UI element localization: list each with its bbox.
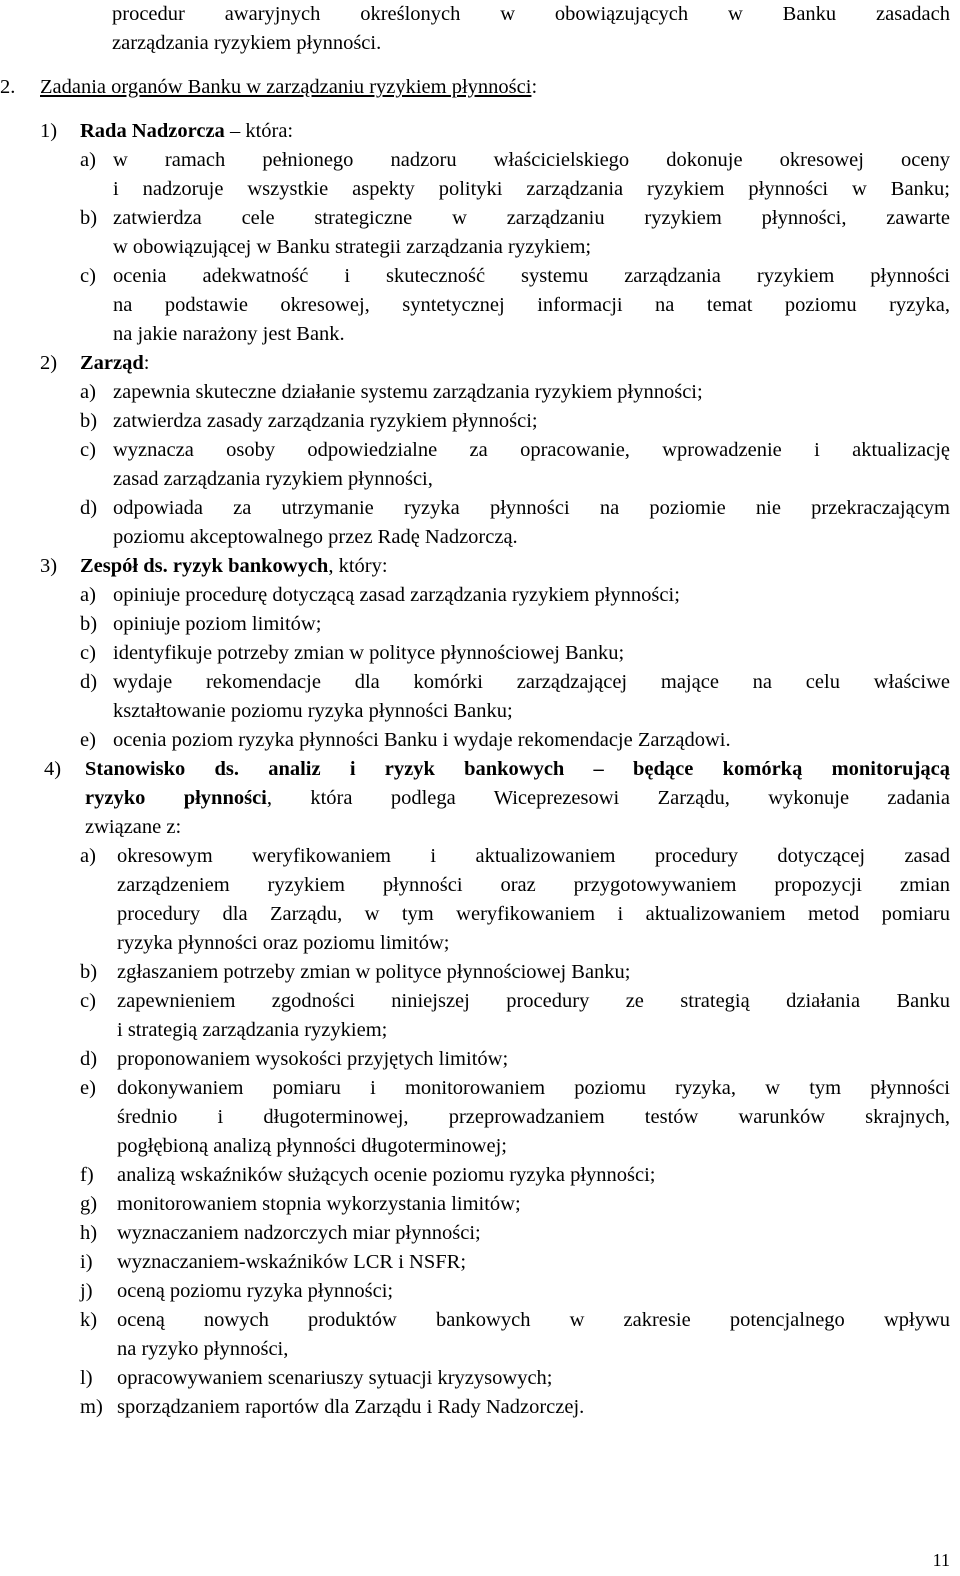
subitem-text: na jakie narażony jest Bank. [113,323,345,345]
subitem-text: zapewnia skuteczne działanie systemu zarządzania ryzykiem płynności; [113,381,703,403]
section-heading-colon: : [531,76,538,98]
stanowisko-intro: związane z: [85,816,182,838]
subitem-text: pogłębioną analizą płynności długoterminowej; [117,1135,507,1157]
stanowisko-title-cont: ryzyko płynności [85,787,267,809]
subitem-text: zapewnieniem zgodności niniejszej procedury ze strategią działania Banku [117,990,950,1012]
subitem-text: zatwierdza cele strategiczne w zarządzaniu ryzykiem płynności, zawarte [113,207,950,229]
item-number: 3) [40,555,58,577]
subitem-text: średnio i długoterminowej, przeprowadzaniem testów warunków skrajnych, [117,1106,950,1128]
subitem-label: a) [80,845,96,867]
subitem-text: wydaje rekomendacje dla komórki zarządzającej mające na celu właściwe [113,671,950,693]
item-number: 1) [40,120,58,142]
subitem-label: l) [80,1367,93,1389]
subitem-label: a) [80,381,96,403]
zespol-title: Zespół ds. ryzyk bankowych [80,555,329,577]
subitem-text: zatwierdza zasady zarządzania ryzykiem płynności; [113,410,538,432]
subitem-text: zasad zarządzania ryzykiem płynności, [113,468,433,490]
subitem-label: b) [80,207,98,229]
subitem-text: ocenia adekwatność i skuteczność systemu zarządzania ryzykiem płynności [113,265,950,287]
item-number: 2) [40,352,58,374]
intro-line: zarządzania ryzykiem płynności. [112,32,382,54]
section-heading-text: Zadania organów Banku w zarządzaniu ryzykiem płynności [40,76,532,98]
subitem-text: na ryzyko płynności, [117,1338,289,1360]
subitem-text: i nadzoruje wszystkie aspekty polityki zarządzania ryzykiem płynności w Banku; [113,178,950,200]
subitem-text: oceną poziomu ryzyka płynności; [117,1280,394,1302]
intro-line: procedur awaryjnych określonych w obowiązujących w Banku zasadach [112,3,950,25]
subitem-text: w obowiązującej w Banku strategii zarządzania ryzykiem; [113,236,592,258]
subitem-label: a) [80,584,96,606]
subitem-text: monitorowaniem stopnia wykorzystania limitów; [117,1193,521,1215]
subitem-text: na podstawie okresowej, syntetycznej informacji na temat poziomu ryzyka, [113,294,950,316]
subitem-text: procedury dla Zarządu, w tym weryfikowaniem i aktualizowaniem metod pomiaru [117,903,950,925]
subitem-label: c) [80,642,96,664]
subitem-label: c) [80,439,96,461]
subitem-label: e) [80,1077,96,1099]
subitem-label: d) [80,671,98,693]
subitem-text: poziomu akceptowalnego przez Radę Nadzorczą. [113,526,518,548]
item-number: 4) [44,758,62,780]
subitem-text: identyfikuje potrzeby zmian w polityce płynnościowej Banku; [113,642,625,664]
zarzad-heading [80,349,149,378]
subitem-label: f) [80,1164,94,1186]
zarzad-suffix: : [143,352,150,374]
rada-title: Rada Nadzorcza [80,120,225,142]
subitem-text: ryzyka płynności oraz poziomu limitów; [117,932,450,954]
zespol-heading [80,552,388,581]
subitem-text: zarządzeniem ryzykiem płynności oraz przygotowywaniem propozycji zmian [117,874,950,896]
subitem-text: analizą wskaźników służących ocenie poziomu ryzyka płynności; [117,1164,656,1186]
subitem-label: b) [80,613,98,635]
page-number: 11 [932,1550,950,1570]
subitem-text: i strategią zarządzania ryzykiem; [117,1019,388,1041]
stanowisko-heading [85,784,950,813]
zespol-suffix: , który: [328,555,388,577]
subitem-label: b) [80,961,98,983]
subitem-text: oceną nowych produktów bankowych w zakresie potencjalnego wpływu [117,1309,950,1331]
subitem-label: b) [80,410,98,432]
subitem-label: j) [80,1280,93,1302]
subitem-text: odpowiada za utrzymanie ryzyka płynności na poziomie nie przekraczającym [113,497,950,519]
subitem-label: m) [80,1396,103,1418]
subitem-text: zgłaszaniem potrzeby zmian w polityce płynnościowej Banku; [117,961,631,983]
zarzad-title: Zarząd [80,352,144,374]
subitem-label: c) [80,265,96,287]
subitem-label: k) [80,1309,98,1331]
subitem-text: proponowaniem wysokości przyjętych limitów; [117,1048,509,1070]
subitem-text: w ramach pełnionego nadzoru właścicielskiego dokonuje okresowej oceny [113,149,950,171]
subitem-label: i) [80,1251,93,1273]
subitem-label: e) [80,729,96,751]
stanowisko-title: Stanowisko ds. analiz i ryzyk bankowych – będące komórką monitorującą [85,758,950,780]
section-number: 2. [0,76,16,98]
subitem-text: dokonywaniem pomiaru i monitorowaniem poziomu ryzyka, w tym płynności [117,1077,950,1099]
subitem-text: opiniuje poziom limitów; [113,613,322,635]
subitem-text: opracowywaniem scenariuszy sytuacji kryzysowych; [117,1367,553,1389]
subitem-text: wyznaczaniem-wskaźników LCR i NSFR; [117,1251,467,1273]
subitem-label: d) [80,1048,98,1070]
section-heading [40,73,537,102]
subitem-label: c) [80,990,96,1012]
subitem-text: sporządzaniem raportów dla Zarządu i Rady Nadzorczej. [117,1396,585,1418]
subitem-text: wyznacza osoby odpowiedzialne za opracowanie, wprowadzenie i aktualizację [113,439,950,461]
subitem-text: opiniuje procedurę dotyczącą zasad zarządzania ryzykiem płynności; [113,584,680,606]
subitem-label: g) [80,1193,98,1215]
rada-heading [80,117,293,146]
subitem-label: d) [80,497,98,519]
subitem-label: a) [80,149,96,171]
subitem-text: ocenia poziom ryzyka płynności Banku i wydaje rekomendacje Zarządowi. [113,729,731,751]
subitem-label: h) [80,1222,98,1244]
subitem-text: kształtowanie poziomu ryzyka płynności Banku; [113,700,513,722]
subitem-text: okresowym weryfikowaniem i aktualizowaniem procedury dotyczącej zasad [117,845,950,867]
subitem-text: wyznaczaniem nadzorczych miar płynności; [117,1222,481,1244]
rada-suffix: – która: [224,120,294,142]
stanowisko-suffix: , która podlega Wiceprezesowi Zarządu, wykonuje zadania [266,787,950,809]
